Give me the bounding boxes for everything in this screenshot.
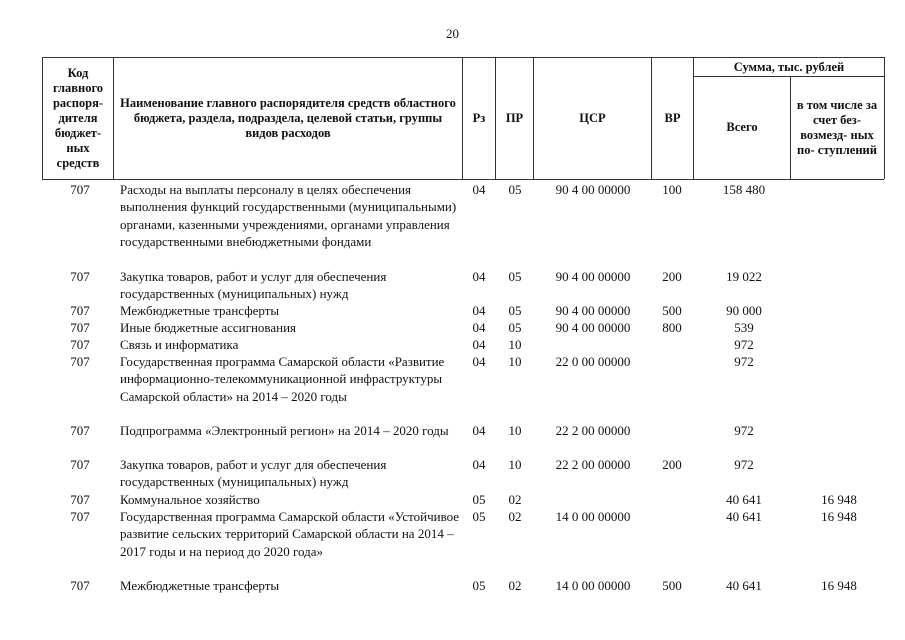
cell-rz: 05 <box>472 578 486 593</box>
cell-free: 16 948 <box>821 578 857 593</box>
cell-total: 40 641 <box>726 578 762 593</box>
cell-rz: 04 <box>472 320 486 335</box>
cell-total: 40 641 <box>726 509 762 524</box>
cell-pr: 02 <box>508 509 522 524</box>
cell-name: Иные бюджетные ассигнования <box>120 320 297 335</box>
cell-code: 707 <box>70 509 90 524</box>
cell-total: 972 <box>734 354 754 369</box>
cell-name: Связь и информатика <box>120 337 239 352</box>
cell-rz: 04 <box>472 269 486 284</box>
cell-csr: 14 0 00 00000 <box>555 578 631 593</box>
cell-code: 707 <box>70 423 90 438</box>
cell-code: 707 <box>70 337 90 352</box>
cell-name: Межбюджетные трансферты <box>120 303 280 318</box>
header-name: Наименование главного распорядителя средств областного бюджета, раздела, подраздела, целевой статьи, группы видов расходов <box>120 95 456 140</box>
cell-rz: 04 <box>472 354 486 369</box>
cell-name: Подпрограмма «Электронный регион» на 2014 – 2020 годы <box>120 423 449 438</box>
cell-total: 972 <box>734 457 754 472</box>
cell-name: Межбюджетные трансферты <box>120 578 280 593</box>
header-vr: ВР <box>664 110 681 125</box>
cell-pr: 10 <box>508 423 522 438</box>
cell-csr: 90 4 00 00000 <box>555 182 631 197</box>
cell-csr: 14 0 00 00000 <box>555 509 631 524</box>
cell-vr: 200 <box>662 269 682 284</box>
page-number: 20 <box>446 26 459 41</box>
cell-pr: 10 <box>508 337 522 352</box>
header-rz: Рз <box>472 110 486 125</box>
cell-rz: 04 <box>472 337 486 352</box>
cell-total: 19 022 <box>726 269 762 284</box>
cell-pr: 10 <box>508 457 522 472</box>
cell-csr: 22 2 00 00000 <box>555 423 631 438</box>
cell-name: Государственная программа Самарской области «Развитие информационно-телекоммуникационной инфраструктуры Самарской области» на 2014 – 2020 годы <box>120 354 445 404</box>
header-total: Всего <box>726 120 758 134</box>
cell-pr: 05 <box>508 303 522 318</box>
cell-vr: 500 <box>662 303 682 318</box>
cell-pr: 02 <box>508 578 522 593</box>
cell-rz: 04 <box>472 303 486 318</box>
cell-name: Коммунальное хозяйство <box>120 492 260 507</box>
cell-rz: 04 <box>472 182 486 197</box>
cell-pr: 05 <box>508 320 522 335</box>
cell-free: 16 948 <box>821 509 857 524</box>
cell-code: 707 <box>70 182 90 197</box>
cell-pr: 02 <box>508 492 522 507</box>
header-csr: ЦСР <box>579 110 606 125</box>
cell-csr: 22 2 00 00000 <box>555 457 631 472</box>
cell-pr: 05 <box>508 269 522 284</box>
cell-total: 972 <box>734 423 754 438</box>
cell-rz: 05 <box>472 492 486 507</box>
cell-code: 707 <box>70 492 90 507</box>
cell-pr: 05 <box>508 182 522 197</box>
cell-csr: 90 4 00 00000 <box>555 269 631 284</box>
cell-csr: 90 4 00 00000 <box>555 320 631 335</box>
cell-code: 707 <box>70 578 90 593</box>
cell-code: 707 <box>70 303 90 318</box>
cell-csr: 22 0 00 00000 <box>555 354 631 369</box>
cell-code: 707 <box>70 354 90 369</box>
cell-total: 972 <box>734 337 754 352</box>
cell-total: 539 <box>734 320 754 335</box>
cell-total: 158 480 <box>722 182 766 197</box>
cell-vr: 500 <box>662 578 682 593</box>
header-free: в том числе за счет без- возмезд- ных по- ступлений <box>796 97 878 157</box>
cell-rz: 05 <box>472 509 486 524</box>
header-pr: ПР <box>505 110 524 125</box>
cell-free: 16 948 <box>821 492 857 507</box>
cell-pr: 10 <box>508 354 522 369</box>
cell-rz: 04 <box>472 457 486 472</box>
header-sum: Сумма, тыс. рублей <box>733 59 845 74</box>
cell-name: Закупка товаров, работ и услуг для обеспечения государственных (муниципальных) нужд <box>120 457 387 490</box>
cell-name: Расходы на выплаты персоналу в целях обеспечения выполнения функций государственными (муниципальными) органами, казенными учреждениями, органами управления государственными внебюджетными фондами <box>120 182 457 249</box>
cell-total: 90 000 <box>726 303 762 318</box>
cell-vr: 100 <box>662 182 682 197</box>
cell-vr: 200 <box>662 457 682 472</box>
cell-vr: 800 <box>662 320 682 335</box>
cell-code: 707 <box>70 457 90 472</box>
cell-total: 40 641 <box>726 492 762 507</box>
cell-code: 707 <box>70 320 90 335</box>
cell-csr: 90 4 00 00000 <box>555 303 631 318</box>
cell-rz: 04 <box>472 423 486 438</box>
cell-name: Государственная программа Самарской области «Устойчивое развитие сельских территорий Самарской области на 2014 – 2017 годы и на период до 2020 года» <box>120 509 460 559</box>
cell-name: Закупка товаров, работ и услуг для обеспечения государственных (муниципальных) нужд <box>120 269 387 302</box>
cell-code: 707 <box>70 269 90 284</box>
header-code: Код главного распоря- дителя бюджет- ных средств <box>52 65 104 170</box>
